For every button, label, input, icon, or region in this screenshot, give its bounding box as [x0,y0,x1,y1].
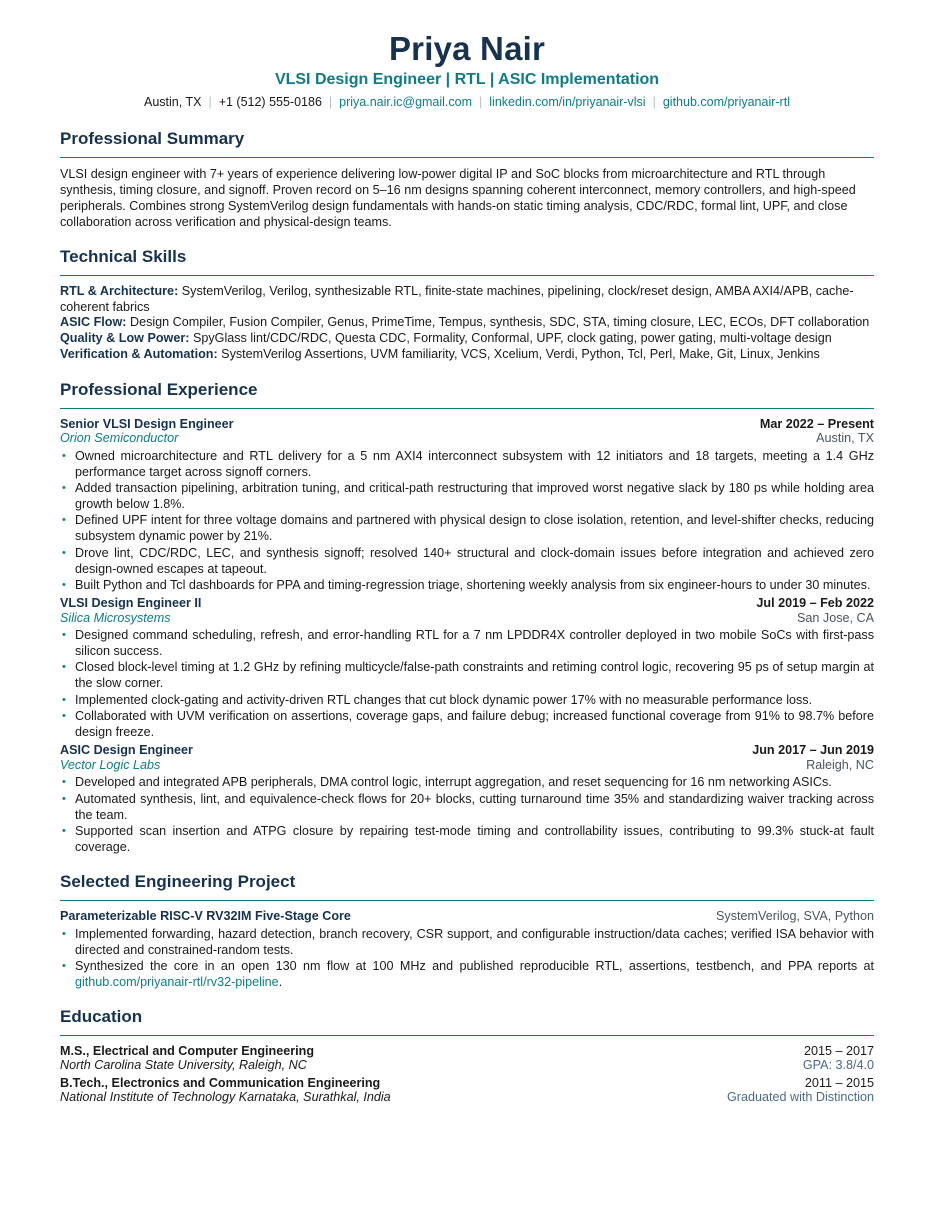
contact-line [60,93,874,111]
bullet-item: • Defined UPF intent for three voltage domains and partnered with physical design to close isolation, retention, and level-shifter checks, reducing subsystem dynamic power by 21%. [60,512,874,544]
linkedin-link[interactable]: linkedin.com/in/priyanair-vlsi [489,95,646,109]
section-title-education: Education [60,1006,874,1036]
job-title: ASIC Design Engineer [60,743,193,758]
company-name: Vector Logic Labs [60,757,161,772]
bullet-item: • Owned microarchitecture and RTL delivery for a 5 nm AXI4 interconnect subsystem with 12 initiators and 18 targets, meeting a 1.4 GHz performance target across signoff corners. [60,448,874,480]
bullet-item [60,958,874,990]
bullet-item: • Added transaction pipelining, arbitration tuning, and critical-path restructuring that improved worst negative slack by 180 ps while holding area growth below 1.8%. [60,480,874,512]
skill-label: Verification & Automation: [60,346,218,361]
degree: B.Tech., Electronics and Communication Engineering [60,1075,381,1090]
bullet-text: Synthesized the core in an open 130 nm flow at 100 MHz and published reproducible RTL, assertions, testbench, and PPA reports at [75,958,874,973]
skill-value: SystemVerilog, Verilog, synthesizable RTL, finite-state machines, pipelining, clock/reset design, AMBA AXI4/APB, cache-coherent fabrics [60,284,854,314]
edu-row [60,1058,874,1073]
project-name: Parameterizable RISC-V RV32IM Five-Stage Core [60,909,351,924]
headline: VLSI Design Engineer | RTL | ASIC Implementation [274,71,660,88]
project-repo-link[interactable]: github.com/priyanair-rtl/rv32-pipeline [75,974,279,989]
school: National Institute of Technology Karnataka, Surathkal, India [60,1090,391,1105]
job-bullets [60,774,874,855]
bullet-item: • Built Python and Tcl dashboards for PPA and timing-regression triage, shortening weekly analysis from six engineer-hours to under 30 minutes. [60,577,874,593]
bullet-item: • Implemented clock-gating and activity-driven RTL changes that cut block dynamic power 17% with no measurable performance loss. [60,692,874,708]
project-bullets [60,926,874,990]
skill-row [60,284,874,315]
bullet-end: . [278,974,283,989]
skill-row [60,347,874,363]
job-location: Raleigh, NC [806,757,874,772]
bullet-item: • Closed block-level timing at 1.2 GHz by refining multicycle/false-path constraints and retiming control logic, recovering 95 ps of setup margin at the slow corner. [60,659,874,691]
job-location: Austin, TX [816,431,874,446]
edu-note: GPA: 3.8/4.0 [802,1058,874,1073]
edu-dates: 2011 – 2015 [804,1075,874,1090]
section-title-experience: Professional Experience [60,379,874,409]
company-name: Orion Semiconductor [60,431,179,446]
edu-note: Graduated with Distinction [727,1090,874,1105]
location: Austin, TX [144,95,202,109]
project-header-row [60,909,874,924]
skill-label: ASIC Flow: [60,315,127,330]
job-header-row [60,743,874,758]
education-entry [60,1076,874,1105]
separator: | [652,95,656,109]
skill-label: RTL & Architecture: [60,284,179,298]
bullet-item: • Developed and integrated APB peripherals, DMA control logic, interrupt aggregation, and reset sequencing for 16 nm networking ASICs. [60,774,874,790]
section-title-skills: Technical Skills [60,246,874,276]
experience-list [60,417,874,856]
separator: | [479,95,483,109]
bullet-item: • Designed command scheduling, refresh, and error-handling RTL for a 7 nm LPDDR4X controller deployed in two mobile SoCs with first-pass silicon success. [60,627,874,659]
education-list [60,1044,874,1105]
edu-dates: 2015 – 2017 [803,1043,874,1058]
degree: M.S., Electrical and Computer Engineering [60,1043,315,1058]
school: North Carolina State University, Raleigh, NC [60,1058,307,1073]
job-header-row [60,596,874,611]
job-title: VLSI Design Engineer II [60,596,202,611]
job-bullets [60,448,874,594]
skill-value: SpyGlass lint/CDC/RDC, Questa CDC, Formality, Conformal, UPF, clock gating, power gating, multi-voltage design [192,331,832,346]
skill-label: Quality & Low Power: [60,331,190,346]
job-company-row [60,611,874,626]
job-header-row [60,417,874,432]
project-tech: SystemVerilog, SVA, Python [716,909,874,924]
edu-row [60,1076,874,1091]
job-bullets [60,627,874,740]
job-entry [60,596,874,740]
bullet-item: • Drove lint, CDC/RDC, LEC, and synthesis signoff; resolved 140+ structural and clock-domain issues before integration and achieved zero design-owned escapes at tapeout. [60,545,874,577]
job-location: San Jose, CA [796,610,874,625]
candidate-name: Priya Nair [388,30,546,67]
job-dates: Jul 2019 – Feb 2022 [756,596,874,611]
bullet-item: • Implemented forwarding, hazard detection, branch recovery, CSR support, and configurable instruction/data caches; verified ISA behavior with directed and constrained-random tests. [60,926,874,958]
job-entry [60,743,874,855]
phone: +1 (512) 555-0186 [218,95,322,109]
bullet-item: • Collaborated with UVM verification on assertions, coverage gaps, and failure debug; increased functional coverage from 91% to 98.7% before design freeze. [60,708,874,740]
skills-list [60,284,874,363]
github-link[interactable]: github.com/priyanair-rtl [662,95,790,109]
company-name: Silica Microsystems [60,610,171,625]
summary-text: VLSI design engineer with 7+ years of experience delivering low-power digital IP and SoC blocks from microarchitecture and RTL through synthesis, timing closure, and signoff. Proven record on 5–16 nm designs spanning coherent interconnect, memory controllers, and high-speed peripherals. Combines strong SystemVerilog design fundamentals with hands-on static timing analysis, CDC/RDC, formal lint, UPF, and close collaboration across verification and physical-design teams. [60,167,856,229]
email-link[interactable]: priya.nair.ic@gmail.com [339,95,473,109]
job-entry [60,417,874,594]
job-company-row [60,431,874,446]
job-company-row [60,758,874,773]
section-title-project: Selected Engineering Project [60,871,874,901]
edu-row [60,1044,874,1059]
project-entry [60,909,874,990]
job-dates: Mar 2022 – Present [759,416,874,431]
bullet-item: • Automated synthesis, lint, and equivalence-check flows for 20+ blocks, cutting turnaround time 35% and standardizing waiver tracking across the team. [60,791,874,823]
section-title-summary: Professional Summary [60,128,874,158]
skill-value: SystemVerilog Assertions, UVM familiarity, VCS, Xcelium, Verdi, Python, Tcl, Perl, Make, Git, Linux, Jenkins [221,346,820,361]
skill-row [60,331,874,347]
edu-row [60,1090,874,1105]
job-dates: Jun 2017 – Jun 2019 [752,743,874,758]
education-entry [60,1044,874,1073]
separator: | [328,95,333,109]
bullet-item: • Supported scan insertion and ATPG closure by repairing test-mode timing and controllability issues, contributing to 99.3% stuck-at fault coverage. [60,823,874,855]
skill-row [60,315,874,331]
job-title: Senior VLSI Design Engineer [60,416,234,431]
separator: | [208,95,212,109]
skill-value: Design Compiler, Fusion Compiler, Genus, PrimeTime, Tempus, synthesis, SDC, STA, timing closure, LEC, ECOs, DFT collaboration [129,315,870,330]
